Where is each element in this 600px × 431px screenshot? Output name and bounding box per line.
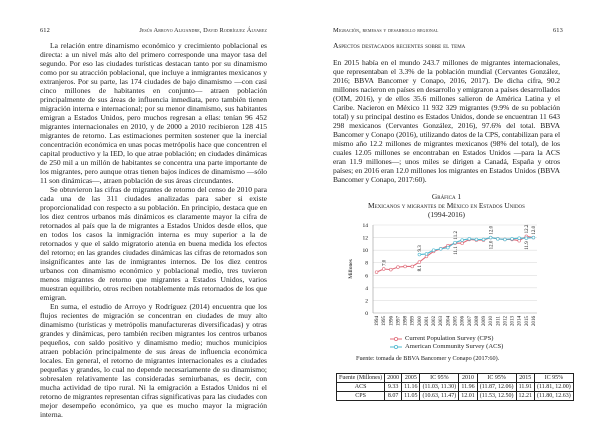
right-page-body: [333, 58, 560, 184]
section-title: Aspectos destacados recientes sobre el tema: [333, 41, 466, 50]
data-point: [375, 271, 378, 274]
table-header: Fuente (Millones): [337, 374, 385, 383]
y-tick-label: 12: [362, 235, 368, 242]
data-point: [389, 268, 392, 271]
y-tick-label: 4: [365, 285, 368, 292]
table-cell: 8.07: [385, 392, 402, 401]
table-header: 2000: [385, 374, 402, 383]
x-tick-label: 2010: [489, 316, 495, 326]
x-tick-label: 2008: [474, 316, 480, 326]
table-cell: (11.87, 12.06): [477, 383, 516, 392]
x-tick-label: 2016: [531, 316, 537, 326]
figure-label: Gráfica 1: [431, 192, 462, 201]
x-tick-label: 2001: [424, 316, 430, 326]
x-tick-label: 2005: [453, 316, 459, 326]
table-cell: 12.21: [516, 392, 535, 401]
x-tick-label: 2015: [524, 316, 530, 326]
table-cell: (11.03, 11.30): [420, 383, 459, 392]
y-tick-label: 6: [365, 273, 368, 280]
x-tick-label: 1995: [382, 316, 388, 326]
data-point: [432, 249, 435, 252]
legend-item-acs: [390, 343, 560, 351]
y-axis-label: Millones: [348, 259, 354, 279]
figure-caption: [333, 192, 560, 219]
x-tick-label: 1998: [403, 316, 409, 326]
data-label: 12.0: [489, 240, 495, 250]
x-tick-label: 2007: [467, 316, 473, 326]
data-point: [382, 268, 385, 271]
y-tick-label: 0: [365, 311, 368, 317]
x-tick-label: 2004: [446, 316, 452, 326]
left-page-body: [40, 41, 267, 419]
y-tick-label: 10: [362, 248, 368, 255]
x-tick-label: 1999: [410, 316, 416, 326]
x-tick-label: 2003: [439, 316, 445, 326]
x-tick-label: 1994: [375, 316, 381, 326]
table-cell: (10.63, 11.47): [420, 392, 459, 401]
table-cell: 11.96: [459, 383, 478, 392]
data-point: [475, 238, 478, 241]
x-tick-label: 2013: [510, 316, 516, 326]
data-table: [336, 373, 574, 401]
table-header: IC 95%: [535, 374, 574, 383]
chart-legend: [390, 335, 560, 351]
data-point: [454, 241, 457, 244]
x-tick-label: 1997: [396, 316, 402, 326]
x-tick-label: 2009: [482, 316, 488, 326]
legend-swatch-cps: [390, 336, 402, 342]
data-point: [411, 265, 414, 268]
x-tick-label: 2011: [496, 316, 502, 326]
table-header: 2015: [516, 374, 535, 383]
y-tick-label: 8: [365, 260, 368, 267]
x-tick-label: 2012: [503, 316, 509, 326]
table-header: 2005: [402, 374, 420, 383]
data-point: [525, 237, 528, 240]
data-label: 11.9: [525, 241, 531, 250]
right-page-content: [333, 41, 571, 401]
legend-swatch-acs: [390, 344, 402, 350]
data-point: [439, 247, 442, 250]
paragraph: La relación entre dinamismo económico y crecimiento poblacional es directa: a un nivel más alto del primero corresponde una mayor tasa del segundo. Por eso las ciudades turísticas destacan tanto por su dinamismo como por su atracción poblacional, que incluye a inmigrantes mexicanos y extranjeros. Por su parte, las 174 ciudades de bajo dinamismo —con casi cinco millones de habitantes en conjunto— atraen población principalmente de sus áreas de influencia inmediata, pero también tienen migración interna e internacional; por su menor dinamismo, sus habitantes emigran a Estados Unidos, pero muchos regresan a ellas: tenían 96 452 migrantes internacionales en 2010, y de 2000 a 2010 recibieron 128 415 migrantes de retorno. Las estimaciones permiten sostener que la inercial concentración económica en unas pocas metrópolis hace que concentren el capital productivo y la IED, lo que atrae población; en ciudades dinámicas de 250 mil a un millón de habitantes se concentra una parte importante de los migrantes, pero aunque otras tienen bajos índices de dinamismo —sólo 11 son dinámicas—, atraen población de sus áreas circundantes.: [40, 41, 267, 185]
data-point: [425, 253, 428, 256]
data-point: [511, 237, 514, 240]
data-label: 12.2: [525, 224, 531, 234]
data-point: [397, 266, 400, 269]
data-label: 8.1: [418, 265, 424, 272]
data-point: [446, 246, 449, 249]
x-tick-label: 1996: [389, 316, 395, 326]
data-point: [496, 237, 499, 240]
table-cell: (11.81, 12.00): [535, 383, 574, 392]
table-header: IC 95%: [420, 374, 459, 383]
table-row: [337, 383, 574, 392]
data-point: [504, 238, 507, 241]
line-chart: [340, 219, 550, 333]
data-label: 7.0: [382, 259, 388, 266]
x-tick-label: 2006: [460, 316, 466, 326]
x-tick-label: 2014: [517, 316, 523, 326]
right-page-number: 613: [553, 27, 563, 34]
data-point: [418, 261, 421, 264]
table-cell: 11.91: [516, 383, 535, 392]
data-label: 9.3: [418, 245, 424, 252]
table-header: 2010: [459, 374, 478, 383]
data-point: [518, 237, 521, 240]
data-point: [461, 242, 464, 245]
data-label: 12.0: [532, 225, 538, 235]
figure-years: (1994-2016): [428, 210, 465, 219]
paragraph: Se obtuvieron las cifras de migrantes de retorno del censo de 2010 para cada una de las 311 ciudades analizadas para saber si existe proporcionalidad con respecto a su población. En principio, destaca que en los diez centros urbanos más dinámicos es claramente mayor la cifra de retornados al país que la de migrantes a Estados Unidos desde ellos, que en todos los casos la inmigración interna es muy superior a la de retornados y que el saldo migratorio atenúa en buena medida los efectos del retorno; en las grandes ciudades dinámicas las cifras de retornados son insignificantes ante las de inmigrantes internos. De los diez centros urbanos con dinamismo económico y poblacional medio, tres tuvieron menos migrantes de retorno que migrantes a Estados Unidos, varios muestran equilibrio, otros reciben notablemente más retornados de los que emigran.: [40, 185, 267, 302]
table-cell: ACS: [337, 383, 385, 392]
data-point: [532, 236, 535, 239]
figure-title: Mexicanos y migrantes de México en Estados Unidos: [368, 201, 525, 210]
table-cell: (11.53, 12.50): [477, 392, 516, 401]
y-tick-label: 14: [362, 223, 368, 229]
left-page-number: 612: [40, 27, 50, 34]
legend-label: American Community Survey (ACS): [405, 343, 504, 350]
table-row: [337, 392, 574, 401]
data-point: [461, 239, 464, 242]
table-cell: 11.05: [402, 392, 420, 401]
x-tick-label: 2000: [417, 316, 423, 326]
right-running-head: Migración, remesas y desarrollo regional: [333, 27, 439, 34]
left-running-head: Jesús Arroyo Alejandre, David Rodríguez Álvarez: [139, 27, 267, 34]
data-label: 12.0: [489, 225, 495, 235]
y-tick-label: 2: [365, 298, 368, 305]
table-cell: 9.33: [385, 383, 402, 392]
data-label: 11.1: [453, 246, 459, 255]
table-cell: (11.80, 12.63): [535, 392, 574, 401]
paragraph: En 2015 había en el mundo 243.7 millones de migrantes internacionales, que representaban el 3.3% de la población mundial (Cervantes González, 2016; BBVA Bancomer y Conapo, 2016, 2017). De dicha cifra, 90.2 millones nacieron en países en desarrollo y emigraron a países desarrollados (OIM, 2016), y de ellos 35.6 millones salieron de América Latina y el Caribe. Nacieron en México 11 932 329 migrantes (9.9% de su población total) y su principal destino es Estados Unidos, donde se encuentran 11 643 298 mexicanos (Cervantes González, 2016), 97.6% del total. BBVA Bancomer y Conapo (2016), utilizando datos de la CPS, contabilizan para el mismo año 12.2 millones de migrantes mexicanos (98% del total), de los cuales 12.05 millones se encontraban en Estados Unidos —para la ACS eran 11.9 millones—; unos miles se dirigen a Canadá, España y otros países; en 2016 eran 12.0 millones los migrantes en Estados Unidos (BBVA Bancomer y Conapo, 2017:60).: [333, 58, 560, 184]
data-point: [404, 265, 407, 268]
table-cell: 11.16: [402, 383, 420, 392]
table-header: IC 95%: [477, 374, 516, 383]
data-point: [418, 253, 421, 256]
paragraph: En suma, el estudio de Arroyo y Rodríguez (2014) encuentra que los flujos recientes de migración se concentran en ciudades de muy alto dinamismo (turísticas y metrópolis manufactureras diversificadas) y otras grandes y dinámicas, pero también reciben migrantes los centros urbanos pequeños, con saldo positivo y dinamismo medio; muchos municipios atraen población principalmente de sus áreas de influencia económica locales. En general, el retorno de migrantes internacionales es a ciudades pequeñas y grandes, lo cual no depende necesariamente de su dinamismo; sobresalen relativamente las consideradas semiurbanas, es decir, con mucha actividad de tipo rural. Ni la emigración a Estados Unidos ni el retorno de migrantes representan cifras significativas para las ciudades con mejor desempeño económico, ya que es mucho mayor la migración interna.: [40, 302, 267, 419]
data-point: [482, 238, 485, 241]
figure-source: Fuente: tomada de BBVA Bancomer y Conapo (2017:60).: [356, 355, 500, 362]
table-cell: 12.01: [459, 392, 478, 401]
data-label: 11.2: [453, 231, 459, 240]
x-tick-label: 2002: [432, 316, 438, 326]
table-cell: CPS: [337, 392, 385, 401]
legend-item-cps: [390, 335, 560, 343]
legend-label: Current Population Survey (CPS): [405, 335, 494, 342]
table-header-row: [337, 374, 574, 383]
data-point: [468, 237, 471, 240]
data-point: [489, 236, 492, 239]
